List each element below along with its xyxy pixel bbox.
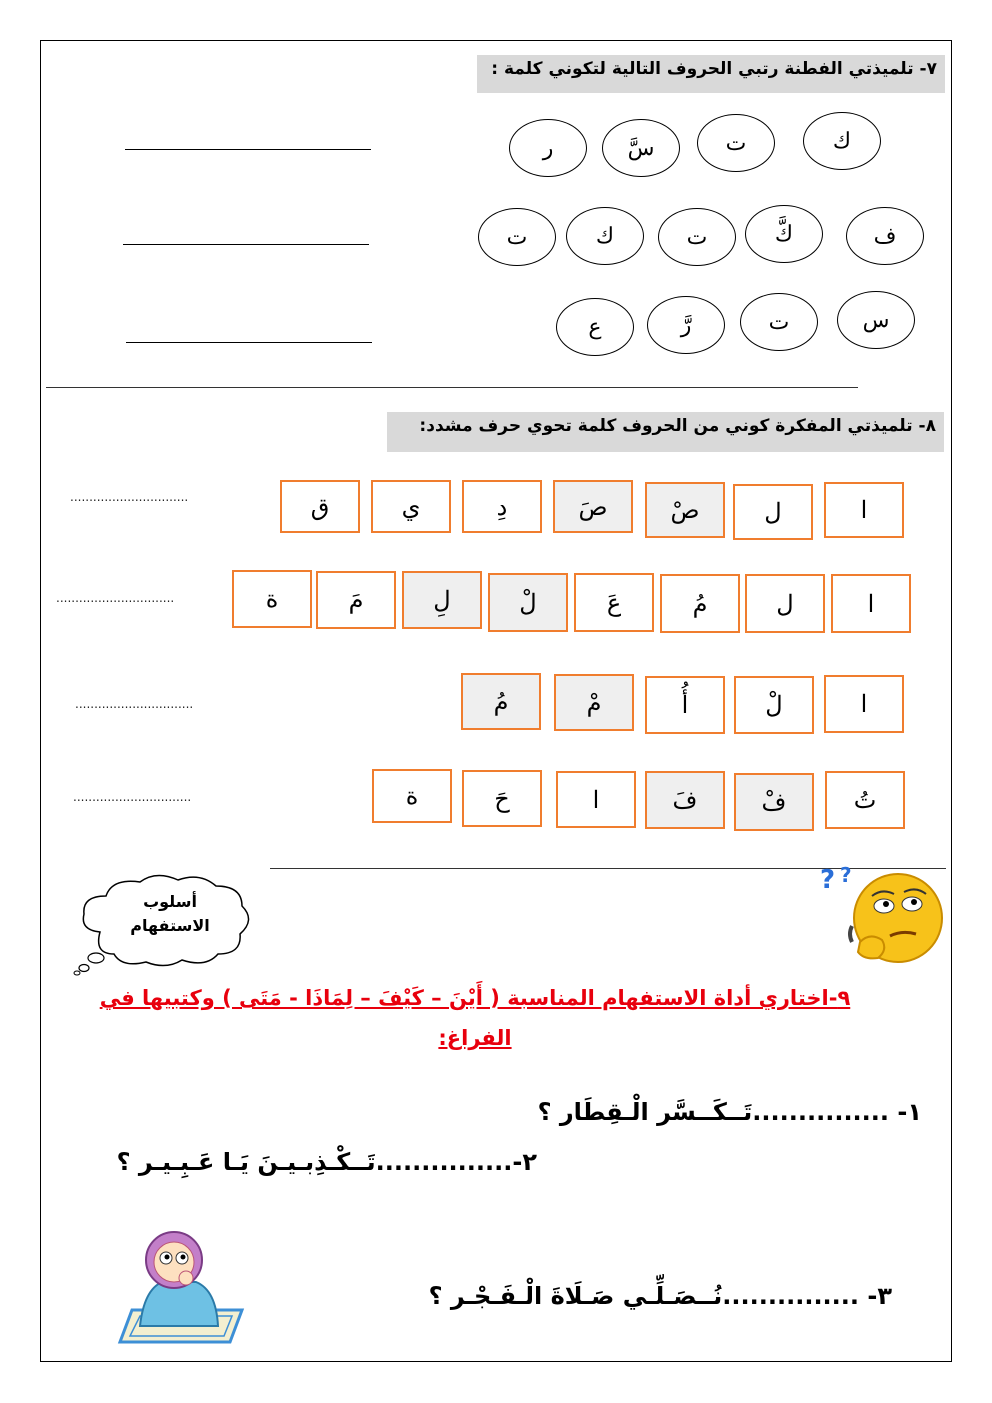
q9-title: ٩-اختاري أداة الاستفهام المناسبة ( أَيْنَ – كَيْفَ – لِمَاذَا - مَتَى ) وكتبيها في الفراغ: xyxy=(99,986,851,1050)
q8-letter-box: ق xyxy=(280,480,360,533)
q8-letter-box: تُ xyxy=(825,771,905,829)
q7-letter: ت xyxy=(697,114,775,172)
q8-letter-box: صْ xyxy=(645,482,725,538)
q8-letter-box: حَ xyxy=(462,770,542,827)
answer-line[interactable] xyxy=(126,342,372,343)
praying-girl-icon xyxy=(100,1230,250,1348)
q8-letter-box: ا xyxy=(556,771,636,828)
q9-sentence-1[interactable]: ١- ...............تَــكَــسَّر الْـقِطَار ؟ xyxy=(537,1098,922,1126)
q8-letter-box: ل xyxy=(745,574,825,633)
q7-letter: ع xyxy=(556,298,634,356)
q9-sentence-2[interactable]: ٢-...............تَــكْـذِبـيـنَ يَـا عَـبِـيـر ؟ xyxy=(116,1148,537,1176)
section-divider xyxy=(46,387,858,388)
q8-letter-box: لْ xyxy=(734,676,814,734)
cloud-line-2: الاستفهام xyxy=(130,916,210,935)
q7-letter: ت xyxy=(478,208,556,266)
q8-letter-box: صَ xyxy=(553,480,633,533)
q8-letter-box: ا xyxy=(831,574,911,633)
q7-letter: ت xyxy=(658,208,736,266)
q8-letter-box: ة xyxy=(232,570,312,628)
q8-letter-box: مَ xyxy=(316,571,396,629)
q8-letter-box: ا xyxy=(824,482,904,538)
svg-text:?: ? xyxy=(820,865,836,895)
q8-letter-box: لْ xyxy=(488,573,568,632)
answer-dots[interactable]: ............................... xyxy=(75,697,194,711)
q8-letter-box: مُ xyxy=(461,673,541,730)
answer-dots[interactable]: ............................... xyxy=(70,490,189,504)
q7-letter: رَّ xyxy=(647,296,725,354)
q8-letter-box: ل xyxy=(733,484,813,540)
q7-letter: ت xyxy=(740,293,818,351)
q8-letter-box: فَ xyxy=(645,771,725,829)
answer-line[interactable] xyxy=(125,149,371,150)
answer-dots[interactable]: ............................... xyxy=(73,790,192,804)
q8-letter-box: ا xyxy=(824,675,904,733)
svg-text:?: ? xyxy=(840,863,852,887)
q7-letter: ر xyxy=(509,119,587,177)
q7-heading: ٧- تلميذتي الفطنة رتبي الحروف التالية لتكوني كلمة : xyxy=(477,55,945,93)
q8-letter-box: ة xyxy=(372,769,452,823)
thinking-face-icon xyxy=(812,862,948,966)
cloud-text xyxy=(100,890,240,938)
q8-letter-box: عَ xyxy=(574,573,654,632)
q7-letter: س xyxy=(837,291,915,349)
q8-letter-box: أُ xyxy=(645,676,725,734)
q8-letter-box: لِ xyxy=(402,571,482,629)
q7-letter: ك xyxy=(803,112,881,170)
cloud-line-1: أسلوب xyxy=(143,892,197,911)
q8-letter-box: ي xyxy=(371,480,451,533)
q8-letter-box: فْ xyxy=(734,773,814,831)
q8-letter-box: دِ xyxy=(462,480,542,533)
answer-line[interactable] xyxy=(123,244,369,245)
q8-letter-box: مْ xyxy=(554,674,634,731)
q8-heading: ٨- تلميذتي المفكرة كوني من الحروف كلمة تحوي حرف مشدد: xyxy=(387,412,944,452)
q8-letter-box: مُ xyxy=(660,574,740,633)
answer-dots[interactable]: ............................... xyxy=(56,591,175,605)
q7-letter: سَّ xyxy=(602,119,680,177)
q7-letter: كَّ xyxy=(745,205,823,263)
q7-letter: ف xyxy=(846,207,924,265)
q9-sentence-3[interactable]: ٣- ...............نُــصَـلِّـي صَـلَاةَ الْـفَـجْـر ؟ xyxy=(428,1282,892,1310)
q7-letter: ك xyxy=(566,207,644,265)
